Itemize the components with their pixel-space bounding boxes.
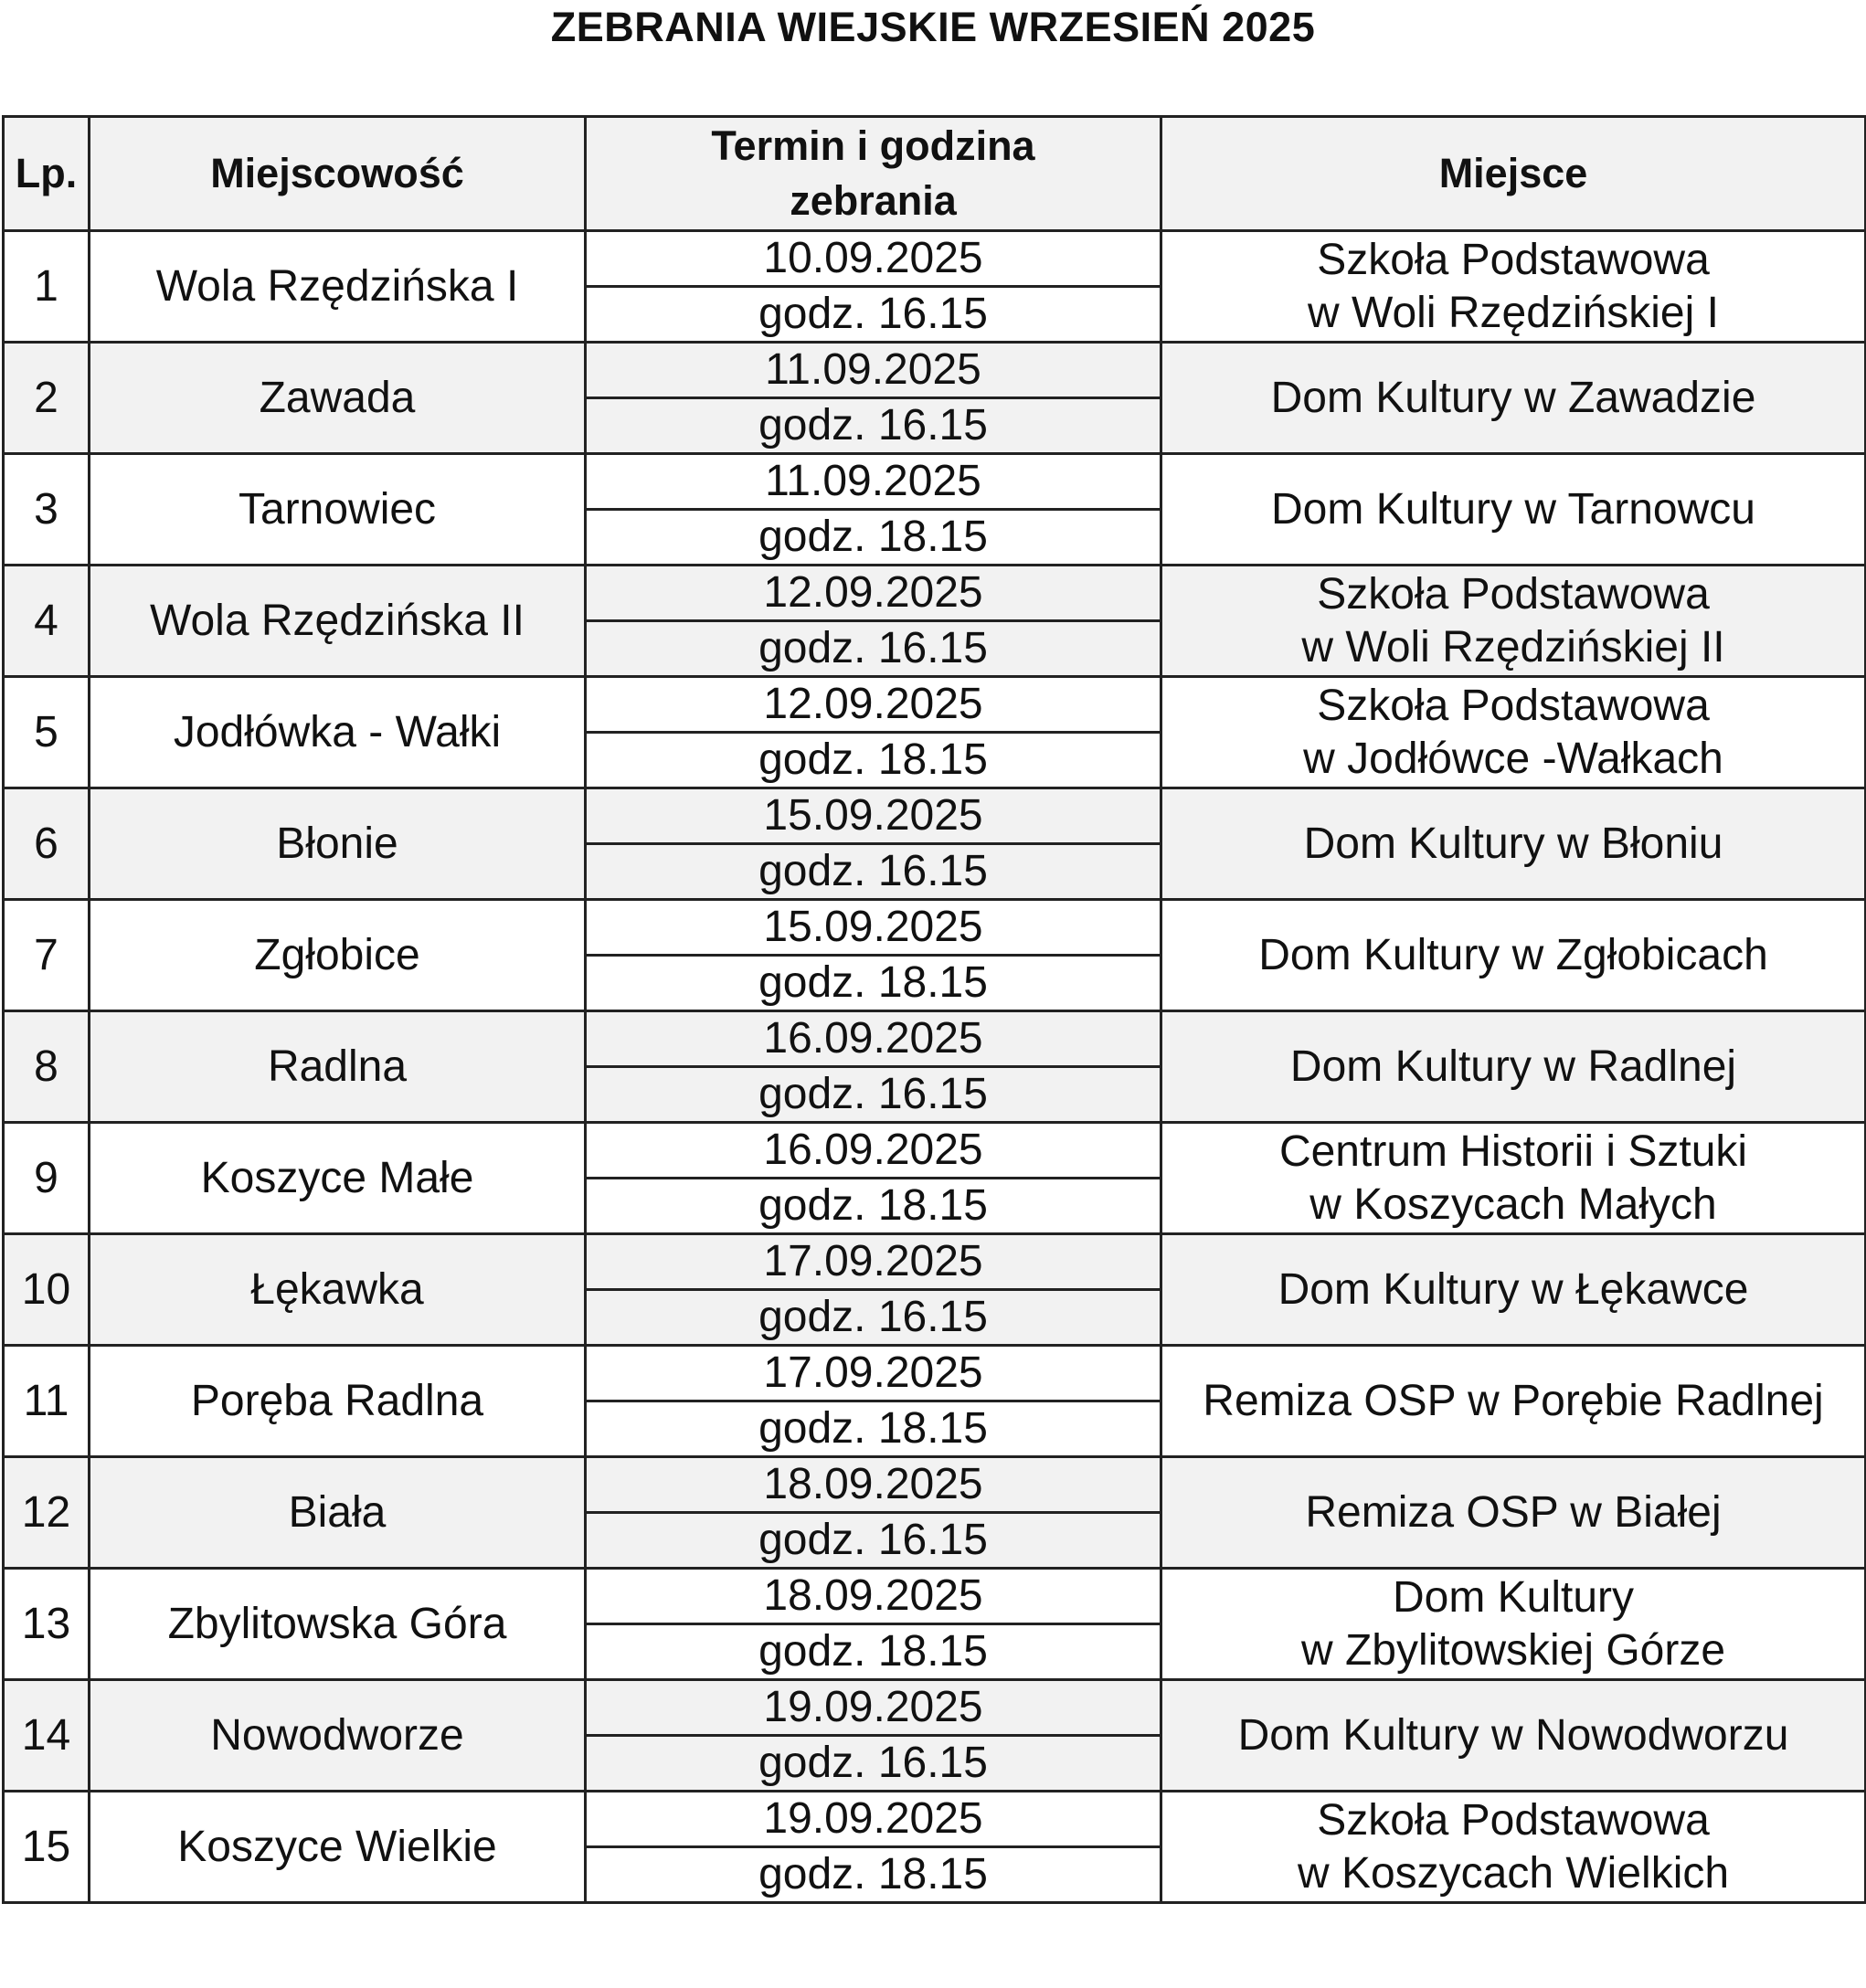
town-cell: Poręba Radlna	[90, 1346, 586, 1457]
place-line1: Dom Kultury	[1392, 1572, 1635, 1622]
time-cell: godz. 16.15	[586, 398, 1161, 454]
header-term-line2: zebrania	[790, 177, 957, 224]
table-row	[4, 1792, 1866, 1847]
place-line1: Szkoła Podstawowa	[1317, 569, 1710, 619]
place-line2: w Woli Rzędzińskiej II	[1301, 622, 1725, 671]
row-number: 5	[4, 677, 90, 788]
place-line1: Dom Kultury w Zgłobicach	[1258, 930, 1768, 979]
place-cell	[1161, 231, 1866, 343]
place-line1: Dom Kultury w Nowodworzu	[1237, 1710, 1789, 1760]
time-cell: godz. 18.15	[586, 1847, 1161, 1903]
place-cell	[1161, 1792, 1866, 1903]
row-number: 8	[4, 1011, 90, 1123]
place-line2: w Zbylitowskiej Górze	[1300, 1625, 1726, 1675]
place-cell	[1161, 788, 1866, 900]
place-line1: Remiza OSP w Porębie Radlnej	[1203, 1376, 1824, 1425]
place-line1: Szkoła Podstawowa	[1317, 1795, 1710, 1845]
row-number: 7	[4, 900, 90, 1011]
place-line1: Szkoła Podstawowa	[1317, 681, 1710, 730]
date-cell: 16.09.2025	[586, 1123, 1161, 1179]
town-cell: Wola Rzędzińska I	[90, 231, 586, 343]
header-lp: Lp.	[4, 117, 90, 231]
place-cell	[1161, 1457, 1866, 1569]
place-line2: w Koszycach Wielkich	[1297, 1848, 1730, 1898]
town-cell: Nowodworze	[90, 1680, 586, 1792]
table-row	[4, 1011, 1866, 1067]
table-row	[4, 677, 1866, 733]
time-cell: godz. 18.15	[586, 510, 1161, 566]
town-cell: Zbylitowska Góra	[90, 1569, 586, 1680]
place-line2: w Jodłówce -Wałkach	[1303, 734, 1723, 783]
place-line1: Szkoła Podstawowa	[1317, 235, 1710, 284]
table-row	[4, 566, 1866, 621]
place-cell	[1161, 454, 1866, 566]
time-cell: godz. 18.15	[586, 1179, 1161, 1234]
town-cell: Koszyce Małe	[90, 1123, 586, 1234]
place-line1: Dom Kultury w Zawadzie	[1270, 373, 1756, 422]
town-cell: Zgłobice	[90, 900, 586, 1011]
town-cell: Jodłówka - Wałki	[90, 677, 586, 788]
place-cell	[1161, 1346, 1866, 1457]
town-cell: Radlna	[90, 1011, 586, 1123]
date-cell: 12.09.2025	[586, 677, 1161, 733]
date-cell: 18.09.2025	[586, 1457, 1161, 1513]
row-number: 14	[4, 1680, 90, 1792]
town-cell: Błonie	[90, 788, 586, 900]
date-cell: 10.09.2025	[586, 231, 1161, 287]
place-cell	[1161, 1123, 1866, 1234]
date-cell: 16.09.2025	[586, 1011, 1161, 1067]
time-cell: godz. 16.15	[586, 621, 1161, 677]
date-cell: 19.09.2025	[586, 1680, 1161, 1736]
row-number: 4	[4, 566, 90, 677]
table-row	[4, 343, 1866, 398]
town-cell: Biała	[90, 1457, 586, 1569]
header-term	[586, 117, 1161, 231]
place-cell	[1161, 1011, 1866, 1123]
header-place: Miejsce	[1161, 117, 1866, 231]
town-cell: Koszyce Wielkie	[90, 1792, 586, 1903]
table-row	[4, 900, 1866, 956]
place-line2: w Woli Rzędzińskiej I	[1308, 288, 1719, 337]
table-row	[4, 1123, 1866, 1179]
meetings-table	[2, 115, 1866, 1904]
row-number: 15	[4, 1792, 90, 1903]
town-cell: Zawada	[90, 343, 586, 454]
place-line1: Centrum Historii i Sztuki	[1278, 1126, 1748, 1176]
table-row	[4, 1346, 1866, 1401]
table-row	[4, 1569, 1866, 1624]
row-number: 2	[4, 343, 90, 454]
table-row	[4, 1234, 1866, 1290]
table-row	[4, 454, 1866, 510]
time-cell: godz. 16.15	[586, 1736, 1161, 1792]
time-cell: godz. 18.15	[586, 1624, 1161, 1680]
row-number: 3	[4, 454, 90, 566]
time-cell: godz. 16.15	[586, 1067, 1161, 1123]
town-cell: Wola Rzędzińska II	[90, 566, 586, 677]
place-cell	[1161, 1569, 1866, 1680]
date-cell: 19.09.2025	[586, 1792, 1161, 1847]
place-cell	[1161, 900, 1866, 1011]
place-cell	[1161, 1680, 1866, 1792]
header-row	[4, 117, 1866, 231]
place-line1: Remiza OSP w Białej	[1305, 1487, 1722, 1537]
date-cell: 12.09.2025	[586, 566, 1161, 621]
time-cell: godz. 18.15	[586, 733, 1161, 788]
place-cell	[1161, 677, 1866, 788]
place-line2: w Koszycach Małych	[1309, 1179, 1717, 1229]
time-cell: godz. 16.15	[586, 287, 1161, 343]
date-cell: 17.09.2025	[586, 1234, 1161, 1290]
table-body	[4, 231, 1866, 1903]
town-cell: Tarnowiec	[90, 454, 586, 566]
place-line1: Dom Kultury w Błoniu	[1303, 819, 1723, 868]
time-cell: godz. 18.15	[586, 956, 1161, 1011]
time-cell: godz. 16.15	[586, 844, 1161, 900]
time-cell: godz. 16.15	[586, 1290, 1161, 1346]
place-cell	[1161, 1234, 1866, 1346]
row-number: 1	[4, 231, 90, 343]
row-number: 10	[4, 1234, 90, 1346]
date-cell: 18.09.2025	[586, 1569, 1161, 1624]
header-town: Miejscowość	[90, 117, 586, 231]
time-cell: godz. 16.15	[586, 1513, 1161, 1569]
date-cell: 15.09.2025	[586, 788, 1161, 844]
place-line1: Dom Kultury w Łękawce	[1278, 1264, 1749, 1314]
place-cell	[1161, 566, 1866, 677]
date-cell: 11.09.2025	[586, 454, 1161, 510]
date-cell: 15.09.2025	[586, 900, 1161, 956]
table-row	[4, 1680, 1866, 1736]
row-number: 13	[4, 1569, 90, 1680]
table-row	[4, 231, 1866, 287]
header-term-line1: Termin i godzina	[711, 122, 1035, 169]
time-cell: godz. 18.15	[586, 1401, 1161, 1457]
date-cell: 11.09.2025	[586, 343, 1161, 398]
row-number: 11	[4, 1346, 90, 1457]
place-line1: Dom Kultury w Radlnej	[1289, 1042, 1737, 1091]
date-cell: 17.09.2025	[586, 1346, 1161, 1401]
place-cell	[1161, 343, 1866, 454]
place-line1: Dom Kultury w Tarnowcu	[1271, 484, 1755, 534]
town-cell: Łękawka	[90, 1234, 586, 1346]
table-row	[4, 788, 1866, 844]
row-number: 6	[4, 788, 90, 900]
table-row	[4, 1457, 1866, 1513]
row-number: 12	[4, 1457, 90, 1569]
row-number: 9	[4, 1123, 90, 1234]
page-title: ZEBRANIA WIEJSKIE WRZESIEŃ 2025	[550, 4, 1316, 50]
